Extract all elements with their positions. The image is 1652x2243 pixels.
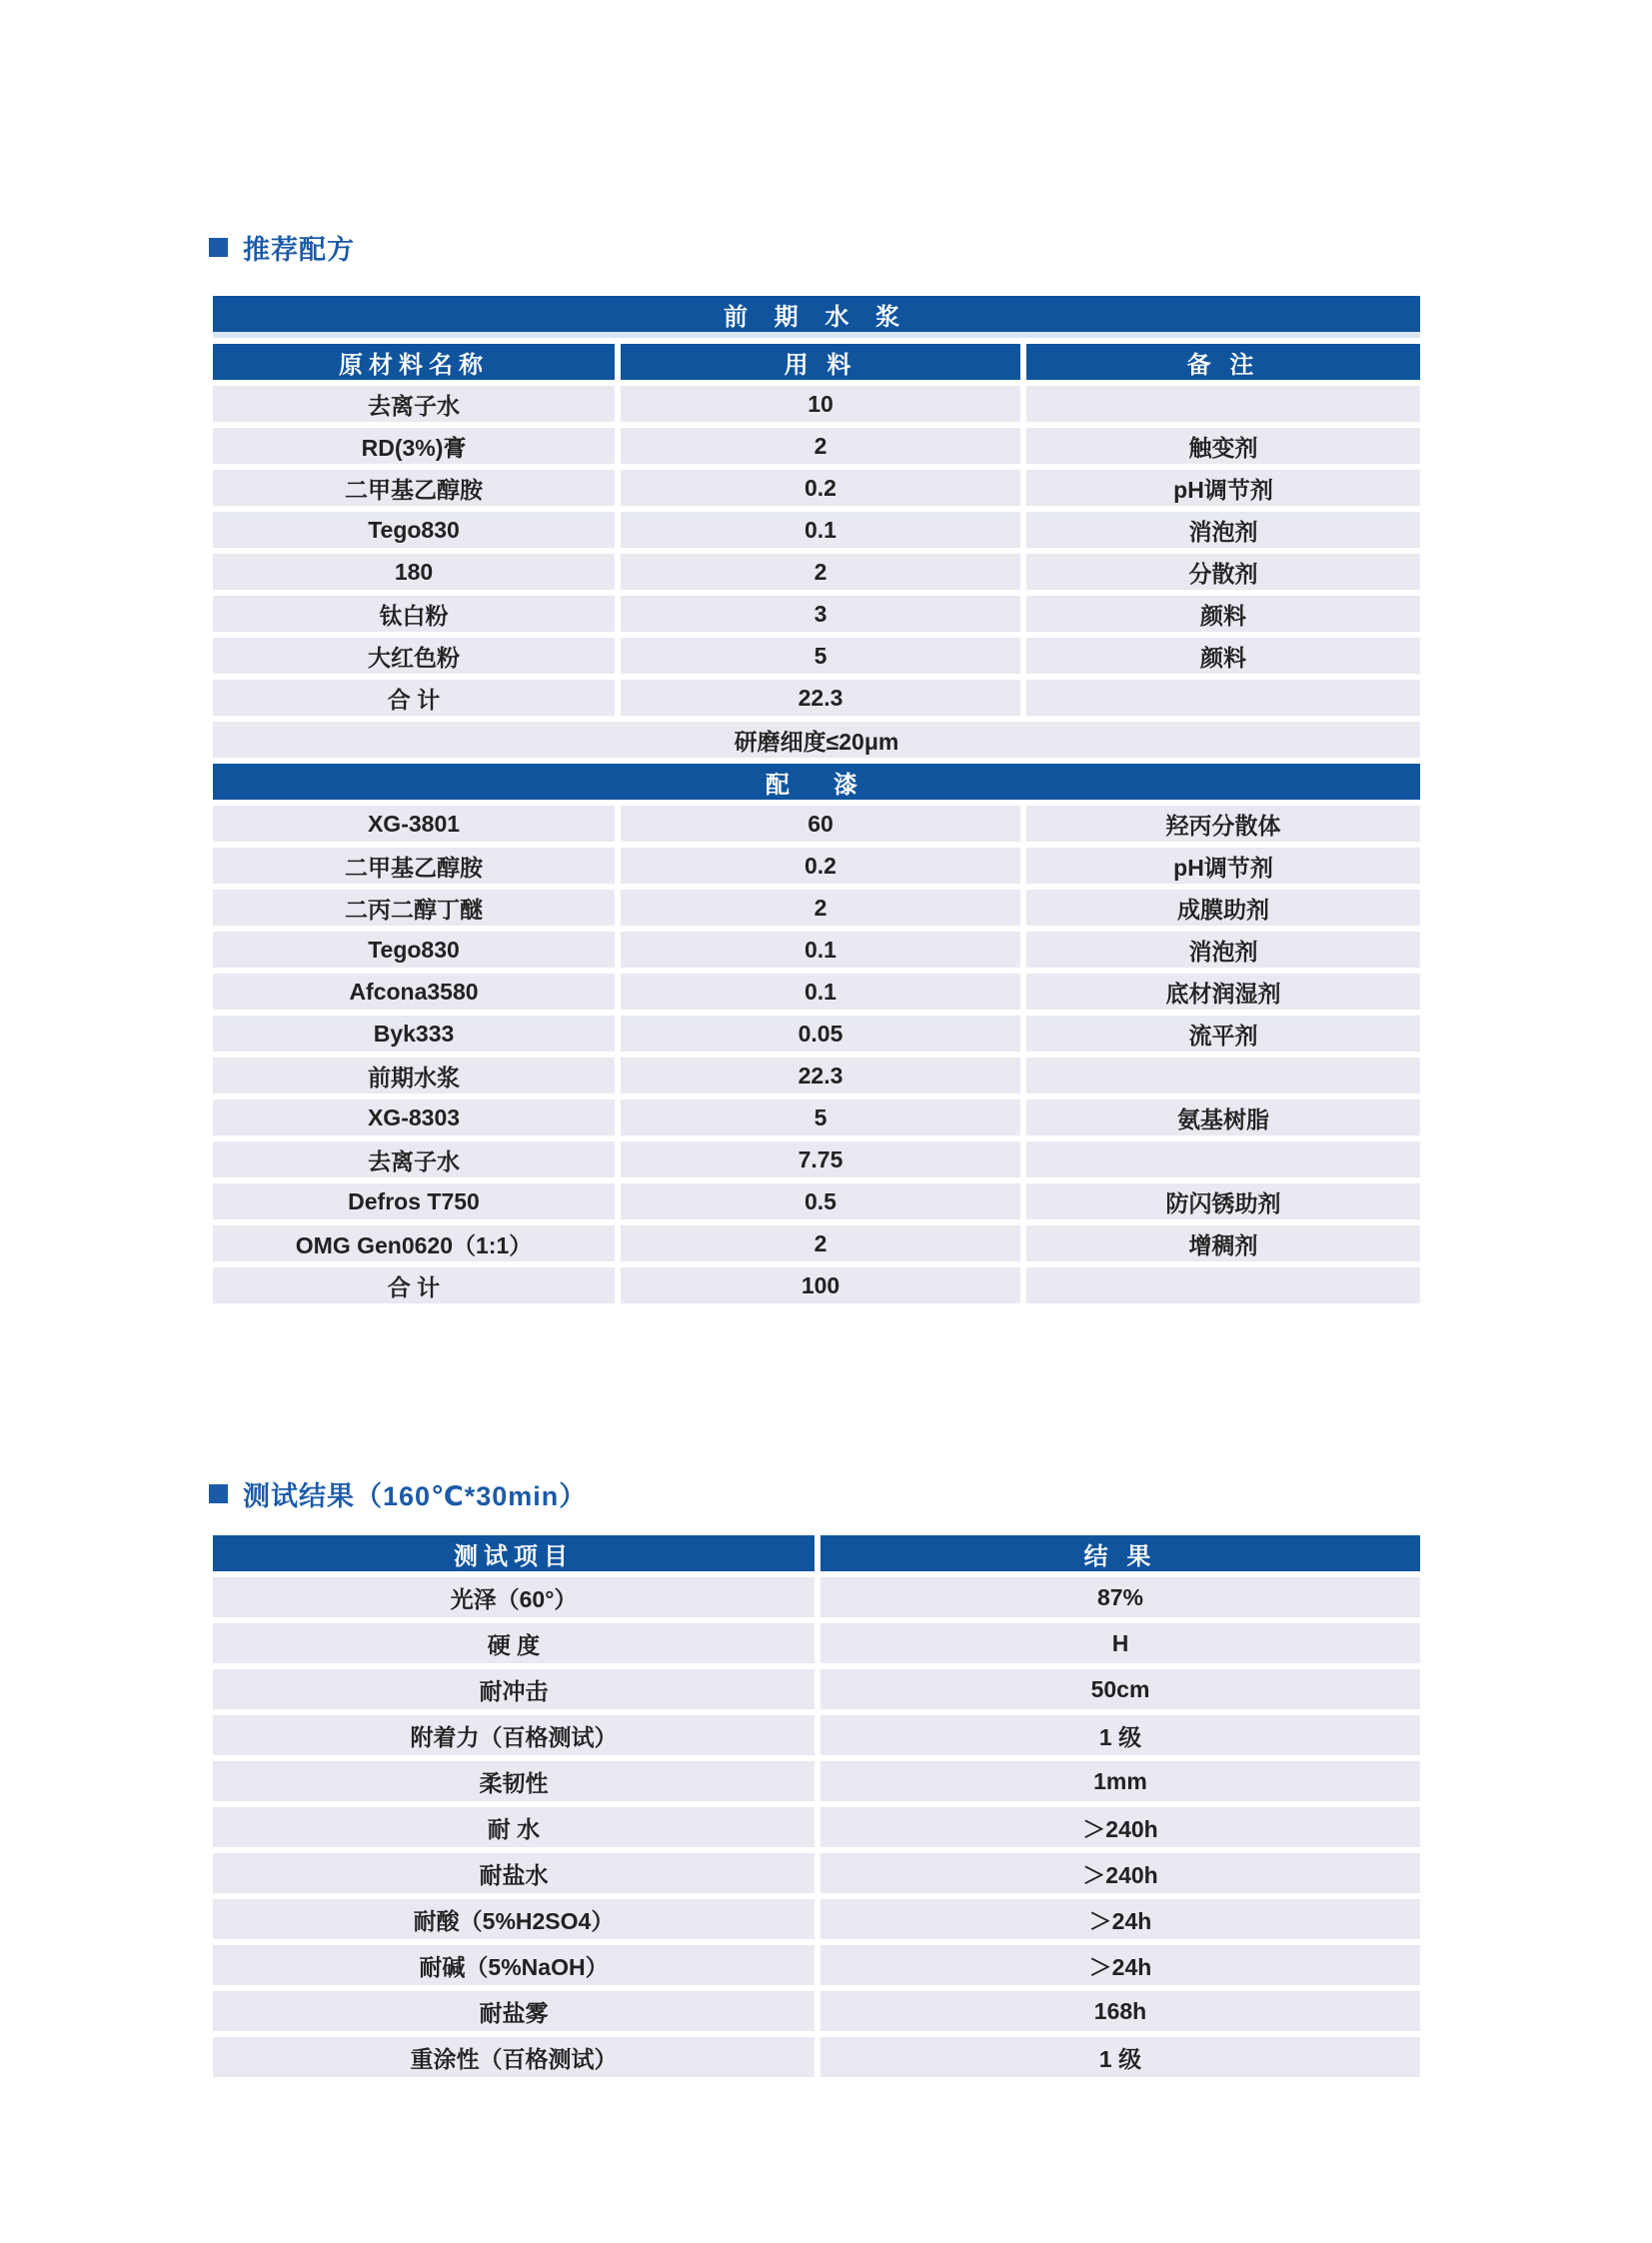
note-cell: pH调节剂: [1026, 848, 1420, 884]
premix-title-bar: 前 期 水 浆: [213, 296, 1420, 338]
result-cell: 1 级: [821, 1715, 1420, 1755]
test-item-cell: 耐碱（5%NaOH）: [213, 1945, 815, 1985]
note-cell: 消泡剂: [1026, 932, 1420, 968]
formula-table-header-row: [213, 344, 1420, 380]
note-cell: [1026, 1141, 1420, 1177]
column-header-result: 结 果: [821, 1535, 1420, 1571]
section-heading-test-results: [209, 1474, 587, 1513]
premix-rows: [213, 386, 1420, 716]
note-cell: 颜料: [1026, 596, 1420, 632]
material-cell: 前期水浆: [213, 1058, 615, 1094]
amount-cell: 0.5: [621, 1183, 1020, 1219]
test-item-cell: 耐盐雾: [213, 1991, 815, 2031]
note-cell: 氨基树脂: [1026, 1100, 1420, 1135]
table-row: [213, 1267, 1420, 1303]
amount-cell: 0.1: [621, 974, 1020, 1010]
result-cell: 50cm: [821, 1669, 1420, 1709]
material-cell: 去离子水: [213, 386, 615, 422]
test-item-cell: 柔韧性: [213, 1761, 815, 1801]
test-item-cell: 耐酸（5%H2SO4）: [213, 1899, 815, 1939]
material-cell: 二甲基乙醇胺: [213, 848, 615, 884]
amount-cell: 0.1: [621, 932, 1020, 968]
test-item-cell: 耐 水: [213, 1807, 815, 1847]
square-bullet-icon: [209, 238, 228, 257]
material-cell: OMG Gen0620（1:1）: [213, 1225, 615, 1261]
amount-cell: 2: [621, 554, 1020, 590]
table-row: [213, 1100, 1420, 1135]
section-heading-formula: [209, 228, 355, 267]
table-row: [213, 512, 1420, 548]
result-cell: ＞240h: [821, 1853, 1420, 1893]
note-cell: [1026, 1267, 1420, 1303]
material-cell: Tego830: [213, 512, 615, 548]
formula-table: [213, 296, 1420, 1303]
test-rows: [213, 1577, 1420, 2077]
amount-cell: 5: [621, 638, 1020, 674]
note-cell: 分散剂: [1026, 554, 1420, 590]
note-cell: 颜料: [1026, 638, 1420, 674]
section-heading-label: 测试结果（160℃*30min）: [243, 1481, 588, 1511]
table-row: [213, 1141, 1420, 1177]
amount-cell: 2: [621, 428, 1020, 464]
section-heading-label: 推荐配方: [243, 235, 355, 265]
material-cell: 合 计: [213, 1267, 615, 1303]
square-bullet-icon: [209, 1484, 228, 1503]
table-row: [213, 1945, 1420, 1985]
material-cell: RD(3%)膏: [213, 428, 615, 464]
note-cell: [1026, 386, 1420, 422]
material-cell: XG-8303: [213, 1100, 615, 1135]
material-cell: Defros T750: [213, 1183, 615, 1219]
amount-cell: 2: [621, 1225, 1020, 1261]
result-cell: 168h: [821, 1991, 1420, 2031]
test-item-cell: 重涂性（百格测试）: [213, 2037, 815, 2077]
table-row: [213, 386, 1420, 422]
table-row: [213, 890, 1420, 926]
amount-cell: 22.3: [621, 1058, 1020, 1094]
amount-cell: 0.1: [621, 512, 1020, 548]
result-cell: ＞24h: [821, 1899, 1420, 1939]
material-cell: 二丙二醇丁醚: [213, 890, 615, 926]
table-row: [213, 428, 1420, 464]
amount-cell: 0.2: [621, 848, 1020, 884]
material-cell: 合 计: [213, 680, 615, 716]
result-cell: 1 级: [821, 2037, 1420, 2077]
note-cell: 防闪锈助剂: [1026, 1183, 1420, 1219]
note-cell: 成膜助剂: [1026, 890, 1420, 926]
table-row: [213, 1853, 1420, 1893]
result-cell: 1mm: [821, 1761, 1420, 1801]
table-row: [213, 806, 1420, 842]
result-cell: ＞24h: [821, 1945, 1420, 1985]
material-cell: Tego830: [213, 932, 615, 968]
result-cell: ＞240h: [821, 1807, 1420, 1847]
column-header-amount: 用 料: [621, 344, 1020, 380]
amount-cell: 0.2: [621, 470, 1020, 506]
note-cell: [1026, 680, 1420, 716]
material-cell: 大红色粉: [213, 638, 615, 674]
note-cell: pH调节剂: [1026, 470, 1420, 506]
amount-cell: 7.75: [621, 1141, 1020, 1177]
column-header-test-item: 测试项目: [213, 1535, 815, 1571]
table-row: [213, 1016, 1420, 1052]
table-row: [213, 1669, 1420, 1709]
paint-title-bar: 配 漆: [213, 764, 1420, 800]
table-row: [213, 1899, 1420, 1939]
material-cell: 去离子水: [213, 1141, 615, 1177]
material-cell: Afcona3580: [213, 974, 615, 1010]
result-cell: H: [821, 1623, 1420, 1663]
test-item-cell: 硬 度: [213, 1623, 815, 1663]
test-item-cell: 耐盐水: [213, 1853, 815, 1893]
table-row: [213, 680, 1420, 716]
fineness-note: 研磨细度≤20μm: [213, 722, 1420, 758]
fineness-row: [213, 722, 1420, 758]
table-row: [213, 1761, 1420, 1801]
table-row: [213, 638, 1420, 674]
amount-cell: 100: [621, 1267, 1020, 1303]
test-item-cell: 附着力（百格测试）: [213, 1715, 815, 1755]
column-header-material: 原材料名称: [213, 344, 615, 380]
table-row: [213, 596, 1420, 632]
paint-rows: [213, 806, 1420, 1303]
table-row: [213, 1991, 1420, 2031]
note-cell: 流平剂: [1026, 1016, 1420, 1052]
table-row: [213, 974, 1420, 1010]
note-cell: 触变剂: [1026, 428, 1420, 464]
test-item-cell: 光泽（60°）: [213, 1577, 815, 1617]
amount-cell: 60: [621, 806, 1020, 842]
amount-cell: 5: [621, 1100, 1020, 1135]
table-row: [213, 1623, 1420, 1663]
note-cell: 底材润湿剂: [1026, 974, 1420, 1010]
note-cell: 消泡剂: [1026, 512, 1420, 548]
table-row: [213, 1183, 1420, 1219]
material-cell: 二甲基乙醇胺: [213, 470, 615, 506]
table-row: [213, 1807, 1420, 1847]
table-row: [213, 1225, 1420, 1261]
material-cell: 180: [213, 554, 615, 590]
test-item-cell: 耐冲击: [213, 1669, 815, 1709]
test-table-header-row: [213, 1535, 1420, 1571]
table-row: [213, 470, 1420, 506]
table-row: [213, 554, 1420, 590]
table-row: [213, 2037, 1420, 2077]
material-cell: 钛白粉: [213, 596, 615, 632]
table-row: [213, 1058, 1420, 1094]
table-row: [213, 848, 1420, 884]
material-cell: Byk333: [213, 1016, 615, 1052]
amount-cell: 2: [621, 890, 1020, 926]
material-cell: XG-3801: [213, 806, 615, 842]
amount-cell: 22.3: [621, 680, 1020, 716]
table-row: [213, 1577, 1420, 1617]
note-cell: 羟丙分散体: [1026, 806, 1420, 842]
test-results-table: [213, 1535, 1420, 2077]
table-row: [213, 1715, 1420, 1755]
table-row: [213, 932, 1420, 968]
note-cell: 增稠剂: [1026, 1225, 1420, 1261]
note-cell: [1026, 1058, 1420, 1094]
amount-cell: 0.05: [621, 1016, 1020, 1052]
amount-cell: 10: [621, 386, 1020, 422]
amount-cell: 3: [621, 596, 1020, 632]
result-cell: 87%: [821, 1577, 1420, 1617]
column-header-note: 备 注: [1026, 344, 1420, 380]
